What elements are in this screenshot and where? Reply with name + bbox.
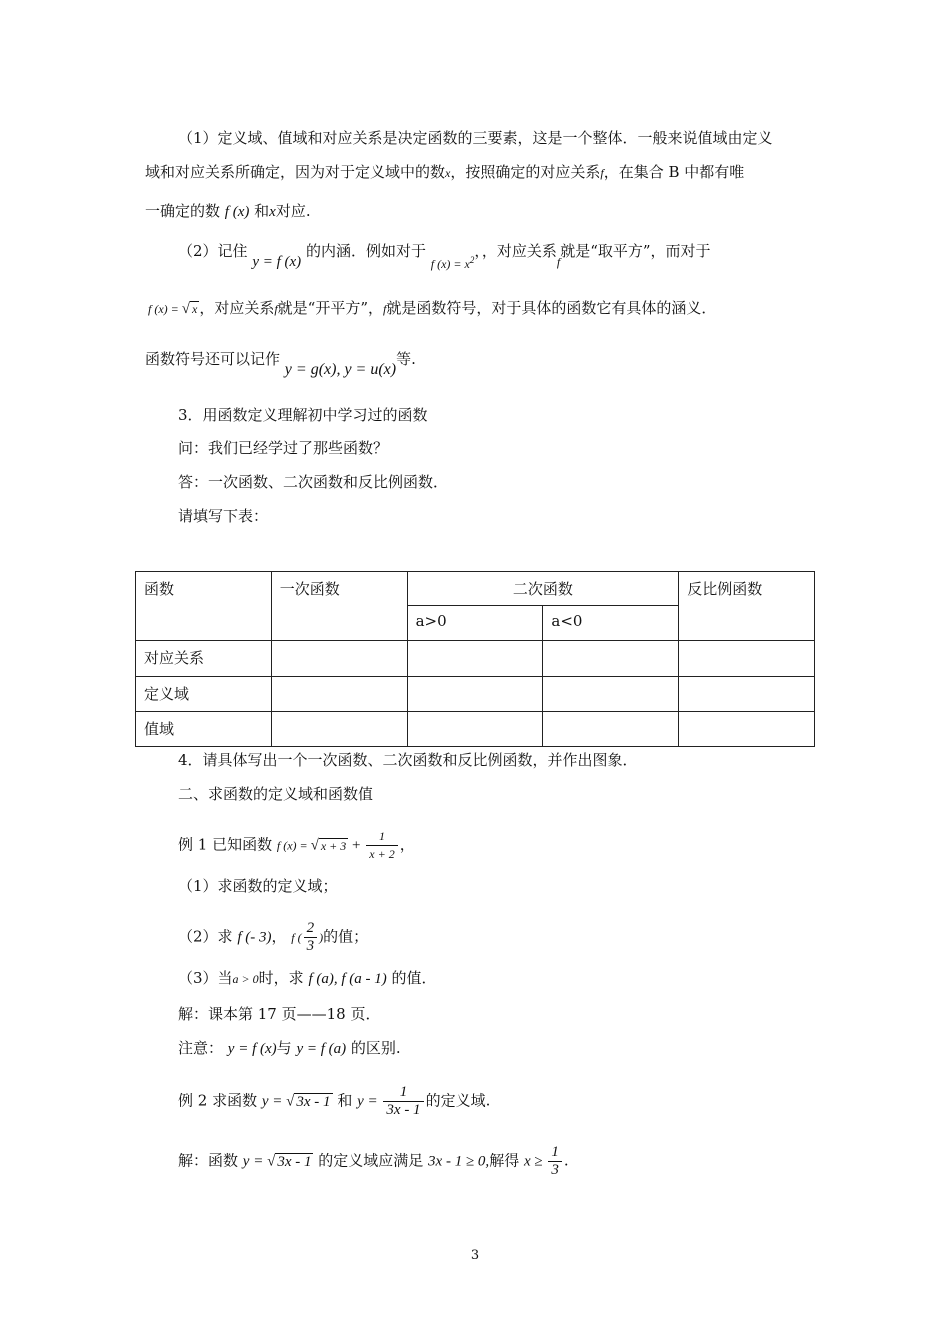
- fill-instruction: 请填写下表：: [178, 507, 269, 525]
- table-cell: [407, 641, 543, 676]
- header-linear: 一次函数: [271, 572, 407, 641]
- header-a-positive: a>0: [407, 606, 543, 641]
- table-cell: [543, 711, 679, 746]
- table-cell: [271, 641, 407, 676]
- example2-solution: 解：函数 y = √ 3x - 1 的定义域应满足 3x - 1 ≥ 0,解得 x ≥ $\frac{1}{3}$ .: [178, 1144, 569, 1178]
- example1-solution: 解：课本第 17 页——18 页．: [178, 1005, 381, 1023]
- para2-line1: （2）记住 y = f (x) 的内涵．例如对于 $_{f (x) = x^2}$，，对应关系$_f$就是“取平方”，而对于: [178, 242, 711, 271]
- example1-statement: 例 1 已知函数 f (x) = √ x + 3 + $\frac{1}{x + 2}$ ，: [178, 829, 415, 861]
- question: 问：我们已经学过了那些函数？: [178, 439, 389, 457]
- header-quadratic: 二次函数: [407, 572, 679, 606]
- para1-line2: 域和对应关系所确定，因为对于定义域中的数x，按照确定的对应关系f，在集合 B 中都有唯: [145, 163, 745, 181]
- header-function: 函数: [136, 572, 272, 641]
- table-cell: [271, 676, 407, 711]
- row-label-mapping: 对应关系: [136, 641, 272, 676]
- table-cell: [407, 711, 543, 746]
- row-label-domain: 定义域: [136, 676, 272, 711]
- section3-title: 3．用函数定义理解初中学习过的函数: [178, 406, 428, 424]
- para2-line2: f (x) = √ x ，对应关系f就是“开平方”，f就是函数符号，对于具体的函数它有具体的涵义．: [148, 299, 717, 317]
- example1-note: 注意： y = f (x)与 y = f (a) 的区别.: [178, 1039, 401, 1057]
- table-cell: [679, 676, 815, 711]
- example2-statement: 例 2 求函数 y = √ 3x - 1 和 y = $\frac{1}{3x - 1}$ 的定义域.: [178, 1084, 491, 1118]
- example1-q2: （2）求 f (- 3)， f ( $\frac{2}{3}$ )的值；: [178, 920, 369, 954]
- header-inverse: 反比例函数: [679, 572, 815, 641]
- example1-q1: （1）求函数的定义域；: [178, 877, 338, 895]
- answer: 答：一次函数、二次函数和反比例函数．: [178, 473, 449, 491]
- table-cell: [543, 676, 679, 711]
- table-cell: [543, 641, 679, 676]
- table-cell: [407, 676, 543, 711]
- row-label-range: 值域: [136, 711, 272, 746]
- table-cell: [679, 711, 815, 746]
- para2-line3: 函数符号还可以记作 y = g(x), y = u(x)等.: [145, 350, 416, 378]
- header-a-negative: a<0: [543, 606, 679, 641]
- section4: 4．请具体写出一个一次函数、二次函数和反比例函数，并作出图象．: [178, 751, 638, 769]
- table-cell: [679, 641, 815, 676]
- example1-q3: （3）当a > 0时，求 f (a), f (a - 1) 的值．: [178, 969, 437, 987]
- table-cell: [271, 711, 407, 746]
- section2-title: 二、求函数的定义域和函数值: [178, 785, 374, 803]
- para1-line1: （1）定义域、值域和对应关系是决定函数的三要素，这是一个整体．一般来说值域由定义: [178, 129, 773, 147]
- page-number: 3: [470, 1248, 480, 1263]
- para1-line3: 一确定的数 f (x) 和x对应.: [145, 202, 311, 220]
- function-table: [135, 571, 815, 747]
